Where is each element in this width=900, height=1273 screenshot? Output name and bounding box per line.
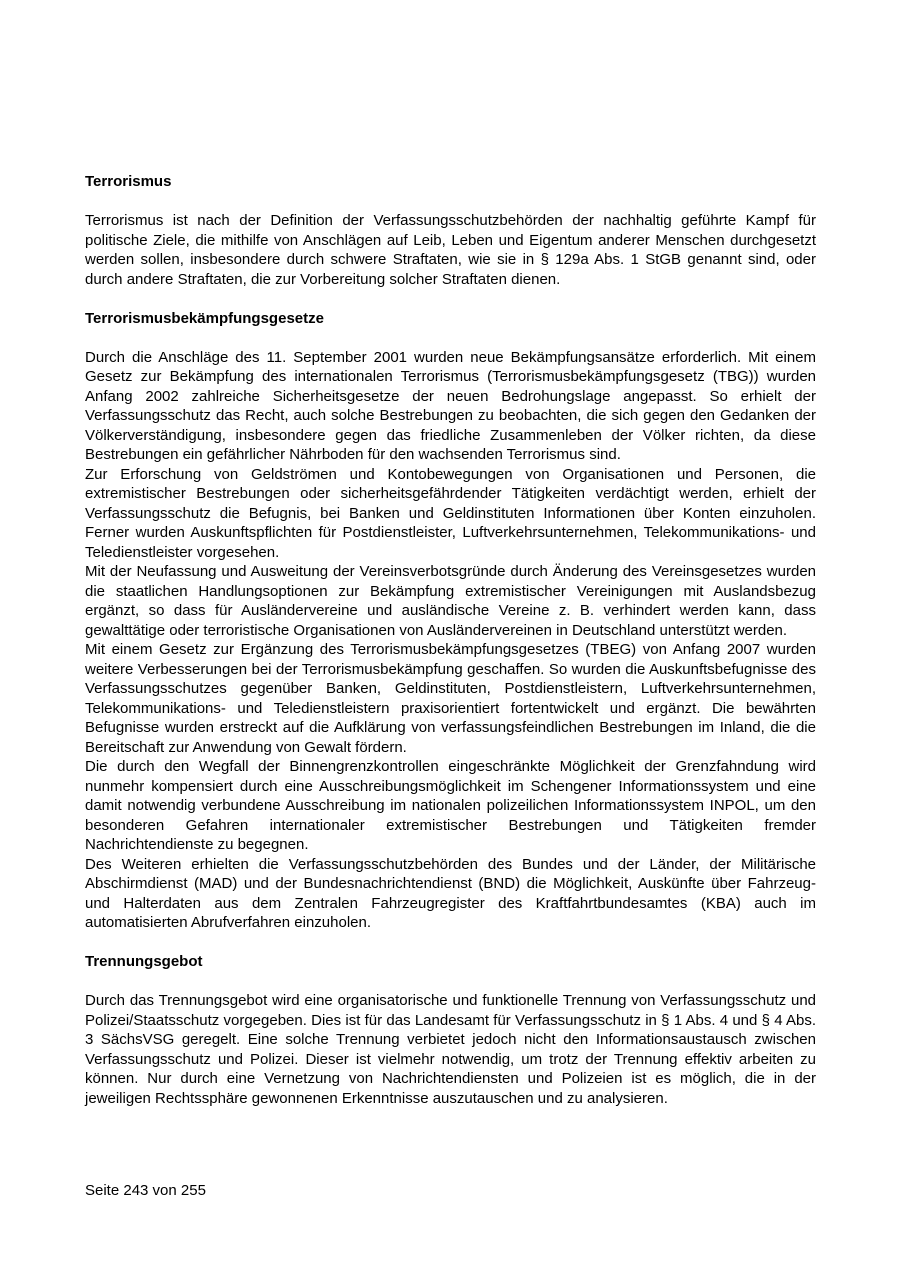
paragraph: Mit der Neufassung und Ausweitung der Vereinsverbotsgründe durch Änderung des Vereinsgesetzes wurden die staatlichen Handlungsoptionen zur Bekämpfung extremistischer Vereinigungen mit Auslandsbezug ergänzt, so dass für Ausländervereine und ausländische Vereine z. B. verhindert werden kann, dass gewalttätige oder terroristische Organisationen von Ausländervereinen in Deutschland unterstützt werden.	[85, 563, 816, 639]
section-trennungsgebot	[85, 952, 816, 1108]
paragraph: Mit einem Gesetz zur Ergänzung des Terrorismusbekämpfungsgesetzes (TBEG) von Anfang 2007 wurden weitere Verbesserungen bei der Terrorismusbekämpfung geschaffen. So wurden die Auskunftsbefugnisse des Verfassungsschutzes gegenüber Banken, Geldinstituten, Postdienstleistern, Luftverkehrsunternehmen, Telekommunikations- und Teledienstleistern praxisorientiert fortentwickelt und ergänzt. Die bewährten Befugnisse wurden erstreckt auf die Aufklärung von verfassungsfeindlichen Bestrebungen im Inland, die die Bereitschaft zur Anwendung von Gewalt fördern.	[85, 641, 816, 756]
page-number: Seite 243 von 255	[85, 1182, 206, 1199]
paragraph: Terrorismus ist nach der Definition der Verfassungsschutzbehörden der nachhaltig geführte Kampf für politische Ziele, die mithilfe von Anschlägen auf Leib, Leben und Eigentum anderer Menschen durchgesetzt werden sollen, insbesondere durch schwere Straftaten, wie sie in § 129a Abs. 1 StGB genannt sind, oder durch andere Straftaten, die zur Vorbereitung solcher Straftaten dienen.	[85, 212, 816, 288]
paragraph: Zur Erforschung von Geldströmen und Kontobewegungen von Organisationen und Personen, die extremistischer Bestrebungen oder sicherheitsgefährdender Tätigkeiten verdächtigt werden, erhielt der Verfassungsschutz die Befugnis, bei Banken und Geldinstituten Informationen über Konten einzuholen. Ferner wurden Auskunftspflichten für Postdienstleister, Luftverkehrsunternehmen, Telekommunikations- und Teledienstleister vorgesehen.	[85, 465, 816, 561]
paragraph: Des Weiteren erhielten die Verfassungsschutzbehörden des Bundes und der Länder, der Militärische Abschirmdienst (MAD) und der Bundesnachrichtendienst (BND) die Möglichkeit, Auskünfte über Fahrzeug- und Halterdaten aus dem Zentralen Fahrzeugregister des Kraftfahrtbundesamtes (KBA) auch im automatisierten Abrufverfahren einzuholen.	[85, 855, 816, 931]
section-terrorismus	[85, 172, 816, 289]
paragraph: Die durch den Wegfall der Binnengrenzkontrollen eingeschränkte Möglichkeit der Grenzfahndung wird nunmehr kompensiert durch eine Ausschreibungsmöglichkeit im Schengener Informationssystem und eine damit notwendig verbundene Ausschreibung im nationalen polizeilichen Informationssystem INPOL, um den besonderen Gefahren internationaler extremistischer Bestrebungen und Tätigkeiten fremder Nachrichtendienste zu begegnen.	[85, 758, 816, 853]
section-heading: Trennungsgebot	[85, 953, 203, 970]
paragraph: Durch das Trennungsgebot wird eine organisatorische und funktionelle Trennung von Verfassungsschutz und Polizei/Staatsschutz vorgegeben. Dies ist für das Landesamt für Verfassungsschutz in § 1 Abs. 4 und § 4 Abs. 3 SächsVSG geregelt. Eine solche Trennung verbietet jedoch nicht den Informationsaustausch zwischen Verfassungsschutz und Polizei. Dieser ist vielmehr notwendig, um trotz der Trennung effektiv arbeiten zu können. Nur durch eine Vernetzung von Nachrichtendiensten und Polizeien ist es möglich, die in der jeweiligen Rechtssphäre gewonnenen Erkenntnisse auszutauschen und zu analysieren.	[85, 992, 816, 1107]
section-heading: Terrorismusbekämpfungsgesetze	[85, 309, 324, 327]
section-heading: Terrorismus	[85, 173, 172, 190]
paragraph: Durch die Anschläge des 11. September 2001 wurden neue Bekämpfungsansätze erforderlich. Mit einem Gesetz zur Bekämpfung des internationalen Terrorismus (Terrorismusbekämpfungsgesetz (TBG)) wurden Anfang 2002 zahlreiche Sicherheitsgesetze der neuen Bedrohungslage angepasst. So erhielt der Verfassungsschutz das Recht, auch solche Bestrebungen zu beobachten, die sich gegen den Gedanken der Völkerverständigung, insbesondere gegen das friedliche Zusammenleben der Völker richten, da diese Bestrebungen ein gefährlicher Nährboden für den wachsenden Terrorismus sind.	[85, 348, 816, 463]
section-terrorismusbekaempfungsgesetze	[85, 309, 816, 933]
